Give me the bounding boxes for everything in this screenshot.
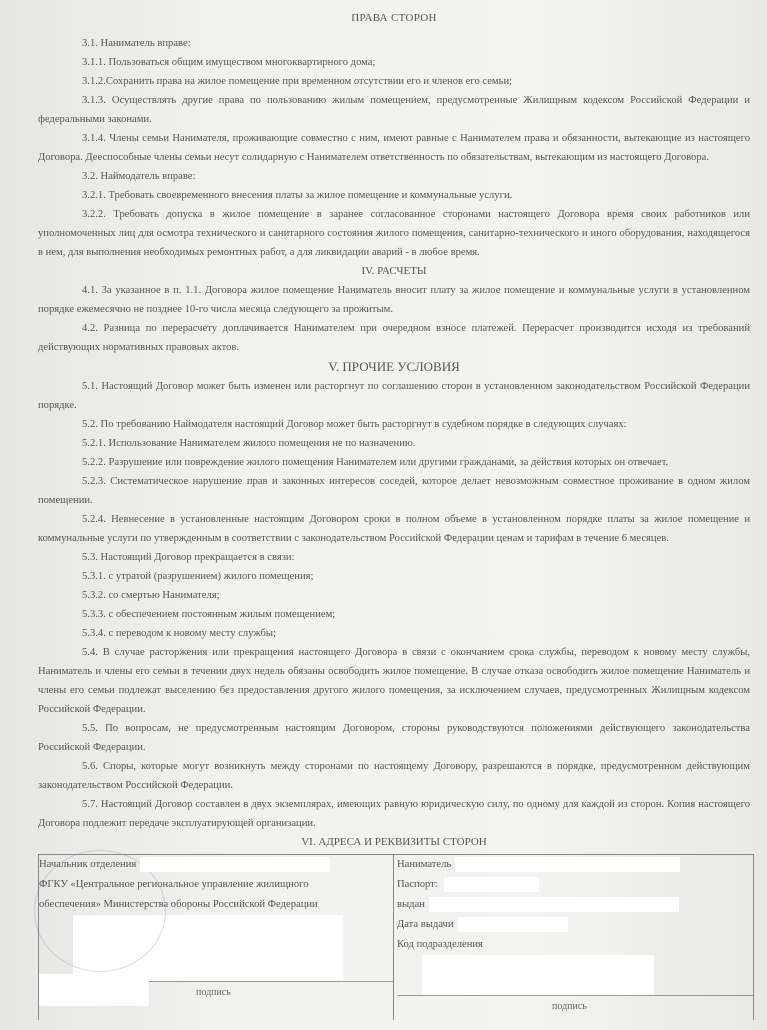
- landlord-signature-label: подпись: [196, 987, 231, 998]
- clause-paragraph: 5.5. По вопросам, не предусмотренным настоящим Договором, стороны руководствуются положениями действующего законодательства Российской Федерации.: [38, 723, 750, 753]
- section-title-addresses: VI. АДРЕСА И РЕКВИЗИТЫ СТОРОН: [301, 836, 487, 848]
- clause-paragraph: 3.1.1. Пользоваться общим имуществом многоквартирного дома;: [82, 57, 376, 68]
- clause-paragraph: 4.2. Разница по перерасчету доплачивается Нанимателем при очередном взносе платежей. Перерасчет производится исходя из требований действующих нормативных правовых актов.: [38, 323, 750, 353]
- document-body: [38, 34, 750, 852]
- issued-by-line: [397, 895, 753, 915]
- clause-paragraph: 5.3.4. с переводом к новому месту службы;: [82, 628, 276, 639]
- parties-details-table: [38, 854, 754, 1020]
- redaction: [422, 955, 654, 995]
- clause-paragraph: 3.1.3. Осуществлять другие права по пользованию жилым помещением, предусмотренные Жилищным кодексом Российской Федерации и федеральными законами.: [38, 95, 750, 125]
- redaction: [455, 857, 680, 872]
- section-3-rights: [38, 34, 750, 262]
- landlord-position: Начальник отделения: [39, 859, 137, 870]
- clause-paragraph: 5.2.1. Использование Нанимателем жилого помещения не по назначению.: [82, 438, 416, 449]
- section-4-payments: [38, 281, 750, 357]
- clause-paragraph: 5.2. По требованию Наймодателя настоящий Договор может быть расторгнут в судебном порядке в следующих случаях:: [82, 419, 627, 430]
- issue-date-line: [397, 915, 753, 935]
- section-title-payments: IV. РАСЧЕТЫ: [361, 265, 427, 277]
- clause-paragraph: 5.3.3. с обеспечением постоянным жилым помещением;: [82, 609, 336, 620]
- passport-label: Паспорт:: [397, 879, 441, 890]
- tenant-signature-label: подпись: [552, 1001, 587, 1012]
- clause-paragraph: 3.2. Наймодатель вправе:: [82, 171, 196, 182]
- clause-paragraph: 5.2.3. Систематическое нарушение прав и законных интересов соседей, которое делает невозможным совместное проживание в одном жилом помещении.: [38, 476, 750, 506]
- section-5-other-terms: [38, 377, 750, 833]
- landlord-signature-row: [39, 981, 393, 1006]
- clause-paragraph: 3.2.2. Требовать допуска в жилое помещение в заранее согласованное сторонами настоящего Договора время своих работников или уполномоченных лиц для осмотра технического и санитарного состояния жилого помещения, санитарно-технического и иного оборудования, находящегося в нем, для выполнения необходимых ремонтных работ, а для ликвидации аварий - в любое время.: [38, 209, 750, 258]
- issue-date-label: Дата выдачи: [397, 919, 454, 930]
- clause-paragraph: 5.6. Споры, которые могут возникнуть между сторонами по настоящему Договору, разрешаются в порядке, предусмотренном действующим законодательством Российской Федерации.: [38, 761, 750, 791]
- landlord-column: [39, 855, 394, 1020]
- clause-paragraph: 5.3.2. со смертью Нанимателя;: [82, 590, 220, 601]
- redaction: [39, 974, 149, 1006]
- landlord-organization: ФГКУ «Центральное региональное управление жилищного: [39, 879, 309, 890]
- clause-paragraph: 3.2.1. Требовать своевременного внесения платы за жилое помещение и коммунальные услуги.: [82, 190, 513, 201]
- redaction: [458, 917, 568, 932]
- clause-paragraph: 5.2.4. Невнесение в установленные настоящим Договором сроки в полном объеме в установленном порядке платы за жилое помещение и коммунальные услуги по утвержденным в соответствии с законодательством Российской Федерации ценам и тарифам в течение 6 месяцев.: [38, 514, 750, 544]
- tenant-column: [394, 855, 753, 1020]
- clause-paragraph: 5.4. В случае расторжения или прекращения настоящего Договора в связи с окончанием срока службы, переводом к новому месту службы, Наниматель и члены его семьи в течении двух недель обязаны освободить жилое помещение. В случае отказа освободить жилое помещение Наниматель и члены его семьи подлежат выселению без предоставления другого жилого помещения, за исключением случаев, предусмотренных Жилищным кодексом Российской Федерации.: [38, 647, 750, 715]
- tenant-label: Наниматель: [397, 859, 452, 870]
- section-title-rights: ПРАВА СТОРОН: [351, 12, 437, 24]
- clause-paragraph: 5.3. Настоящий Договор прекращается в связи:: [82, 552, 295, 563]
- issued-by-label: выдан: [397, 899, 425, 910]
- section-title-other-terms: V. ПРОЧИЕ УСЛОВИЯ: [328, 359, 460, 374]
- passport-line: [397, 875, 753, 895]
- clause-paragraph: 3.1.4. Члены семьи Нанимателя, проживающие совместно с ним, имеют равные с Нанимателем права и обязанности, вытекающие из настоящего Договора. Дееспособные члены семьи несут солидарную с Нанимателем ответственность по обязательствам, вытекающим из настоящего Договора.: [38, 133, 750, 163]
- clause-paragraph: 4.1. За указанное в п. 1.1. Договора жилое помещение Наниматель вносит плату за жилое помещение и коммунальные услуги в установленном порядке ежемесячно не позднее 10-го числа месяца следующего за прожитым.: [38, 285, 750, 315]
- clause-paragraph: 5.7. Настоящий Договор составлен в двух экземплярах, имеющих равную юридическую силу, по одному для каждой из сторон. Копия настоящего Договора подлежит передаче эксплуатирующей организации.: [38, 799, 750, 829]
- clause-paragraph: 5.1. Настоящий Договор может быть изменен или расторгнут по соглашению сторон в установленном законодательством Российской Федерации порядке.: [38, 381, 750, 411]
- clause-paragraph: 5.3.1. с утратой (разрушением) жилого помещения;: [82, 571, 314, 582]
- redaction: [429, 897, 679, 912]
- landlord-ministry: обеспечения» Министерства обороны Российской Федерации: [39, 899, 318, 910]
- landlord-position-line: [39, 855, 393, 875]
- redaction: [444, 877, 539, 892]
- subdivision-code-label: Код подразделения: [397, 939, 483, 950]
- clause-paragraph: 3.1.2.Сохранить права на жилое помещение при временном отсутствии его и членов его семьи;: [82, 76, 513, 87]
- clause-paragraph: 3.1. Наниматель вправе:: [82, 38, 191, 49]
- clause-paragraph: 5.2.2. Разрушение или повреждение жилого помещения Нанимателем или другими гражданами, за действия которых он отвечает.: [82, 457, 669, 468]
- redaction: [140, 857, 330, 872]
- tenant-line: [397, 855, 753, 875]
- tenant-signature-row: [397, 995, 753, 1020]
